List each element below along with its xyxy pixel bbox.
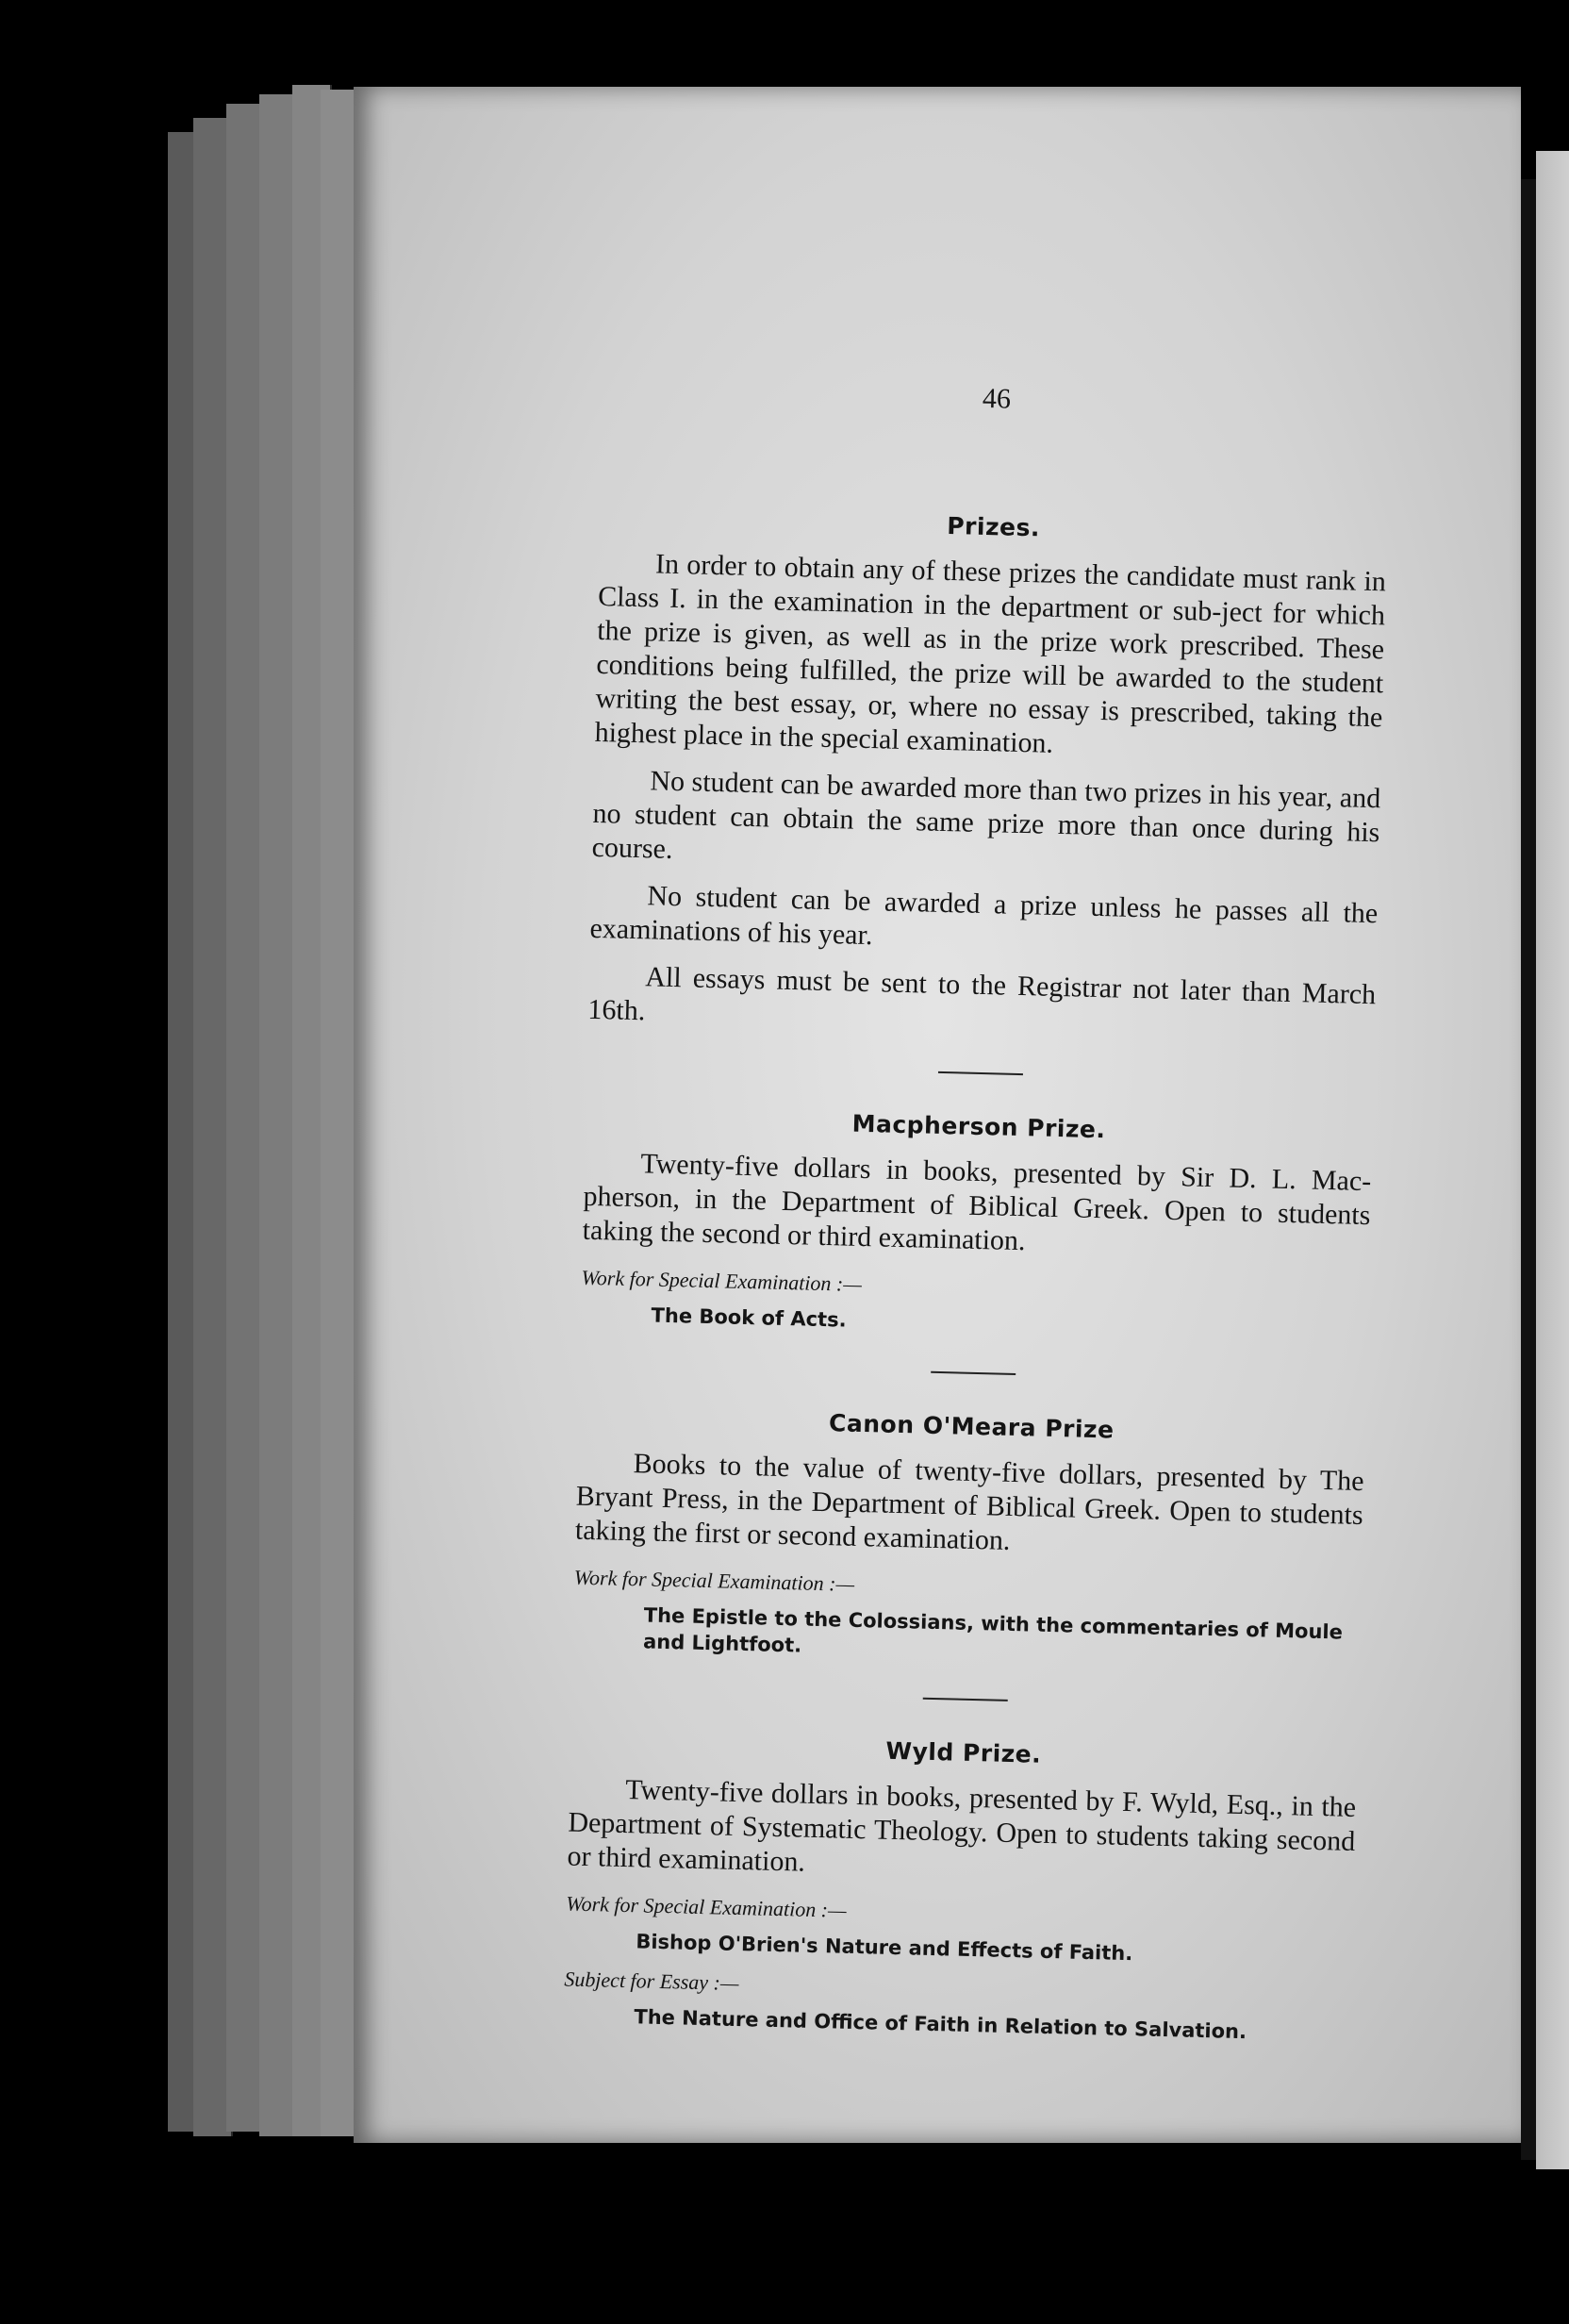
section-heading: Canon O'Meara Prize bbox=[828, 1409, 1115, 1444]
work-text: The Book of Acts. bbox=[651, 1303, 847, 1332]
section-heading: Prizes. bbox=[946, 511, 1041, 542]
essay-label: Subject for Essay :— bbox=[564, 1967, 739, 1996]
book-spine bbox=[1521, 179, 1536, 2160]
divider bbox=[931, 1371, 1016, 1375]
work-text: The Epistle to the Colossians, with the commentaries of Moule and Lightfoot. bbox=[642, 1603, 1344, 1657]
section-canon-omeara-prize bbox=[572, 1401, 1365, 1672]
section-wyld-prize bbox=[563, 1727, 1358, 2048]
section-heading: Wyld Prize. bbox=[885, 1736, 1042, 1768]
section-heading: Macpherson Prize. bbox=[851, 1109, 1106, 1144]
section-prizes bbox=[587, 501, 1387, 1046]
paragraph: Twenty-five dollars in books, presented by F. Wyld, Esq., in the Department of Systematic Theology. Open to students taking second or third examination. bbox=[567, 1774, 1357, 1878]
paragraph: Books to the value of twenty-five dollars, presented by The Bryant Press, in the Department of Biblical Greek. Open to students taking the first or second examination. bbox=[574, 1448, 1364, 1556]
divider bbox=[937, 1071, 1022, 1075]
essay-text: The Nature and Office of Faith in Relation to Salvation. bbox=[634, 2005, 1247, 2044]
section-macpherson-prize bbox=[580, 1101, 1373, 1346]
paragraph: In order to obtain any of these prizes the candidate must rank in Class I. in the examination in the department or sub-ject for which the prize is given, as well as in the prize work prescribed. These conditions being fulfilled, the prize will be awarded to the student writing the best essay, or, where no essay is prescribed, taking the highest place in the special examination. bbox=[594, 548, 1387, 759]
paragraph: All essays must be sent to the Registrar not later than March 16th. bbox=[587, 961, 1377, 1027]
paragraph: Twenty-five dollars in books, presented by Sir D. L. Mac-pherson, in the Department of Biblical Greek. Open to students taking the second or third examination. bbox=[582, 1148, 1372, 1257]
work-label: Work for Special Examination :— bbox=[566, 1891, 847, 1922]
work-label: Work for Special Examination :— bbox=[573, 1565, 855, 1596]
paragraph: No student can be awarded more than two prizes in his year, and no student can obtain the same prize more than once during his course. bbox=[591, 765, 1381, 865]
page-content bbox=[563, 373, 1391, 2057]
work-label: Work for Special Examination :— bbox=[581, 1265, 863, 1296]
page-number: 46 bbox=[982, 382, 1012, 415]
paragraph: No student can be awarded a prize unless he passes all the examinations of his year. bbox=[589, 880, 1379, 952]
facing-page-edge bbox=[1536, 151, 1569, 2169]
divider bbox=[922, 1698, 1007, 1702]
work-text: Bishop O'Brien's Nature and Effects of Faith. bbox=[636, 1930, 1133, 1966]
